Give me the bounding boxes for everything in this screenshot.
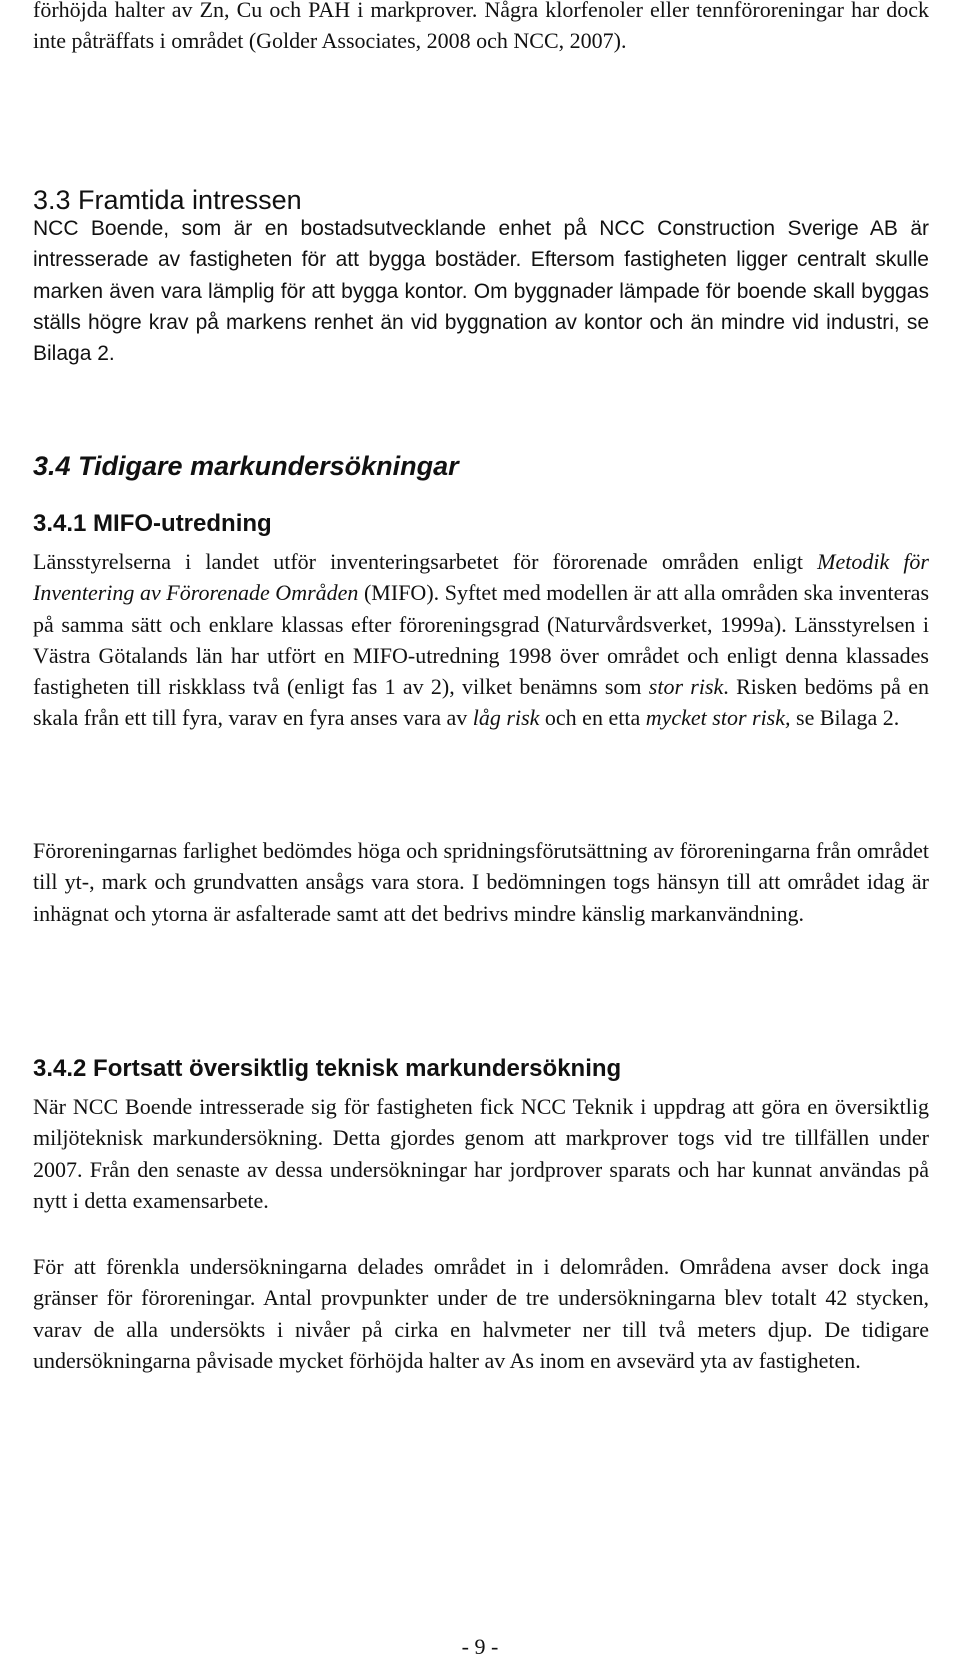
farlighet-paragraph: Föroreningarnas farlighet bedömdes höga och spridningsförutsättning av föroreningarna från området till yt-, mark och grundvatten ansågs vara stora. I bedömningen togs hänsyn till att området idag är inhägnat och ytorna är asfalterade samt att det bedrivs mindre känslig markanvändning. <box>33 838 929 926</box>
section-3-3-paragraph: NCC Boende, som är en bostadsutvecklande enhet på NCC Construction Sverige AB är intresserade av fastigheten för att bygga bostäder. Eftersom fastigheten ligger centralt skulle marken även vara lämplig för att bygga kontor. Om byggnader lämpade för boende skall byggas ställs högre krav på markens renhet än vid byggnation av kontor och än mindre vid industri, se Bilaga 2. <box>33 217 929 366</box>
mifo-mycket-stor-risk: mycket stor risk, <box>645 705 791 731</box>
section-3-4-1-heading: 3.4.1 MIFO-utredning <box>33 510 272 537</box>
section-3-3-heading: 3.3 Framtida intressen <box>33 185 302 215</box>
page-number: - 9 - <box>461 1634 499 1659</box>
mifo-method-name: Metodik för Inventering av Förorenade Områden <box>33 549 929 606</box>
delomraden-paragraph: För att förenkla undersökningarna delades området in i delområden. Områdena avser dock inga gränser för föroreningar. Antal provpunkter under de tre undersökningarna blev totalt 42 stycken, varav de alla undersökts i nivåer på cirka en halvmeter ner till två meters djup. De tidigare undersökningarna påvisade mycket förhöjda halter av As inom en avsevärd yta av fastigheten. <box>33 1254 929 1373</box>
mifo-paragraph <box>33 546 929 734</box>
intro-paragraph: förhöjda halter av Zn, Cu och PAH i markprover. Några klorfenoler eller tennföroreningar har dock inte påträffats i området (Golder Associates, 2008 och NCC, 2007). <box>33 0 929 54</box>
undersokning-paragraph: När NCC Boende intresserade sig för fastigheten fick NCC Teknik i uppdrag att göra en översiktlig miljöteknisk markundersökning. Detta gjordes genom att markprover togs vid tre tillfällen under 2007. Från den senaste av dessa undersökningar har jordprover sparats och har kunnat användas på nytt i detta examensarbete. <box>33 1094 929 1213</box>
section-3-4-2-heading: 3.4.2 Fortsatt översiktlig teknisk markundersökning <box>33 1055 622 1082</box>
mifo-lag-risk: låg risk <box>472 705 540 731</box>
section-3-4-heading: 3.4 Tidigare markundersökningar <box>33 451 459 481</box>
mifo-text-b: (MIFO). Syftet med modellen är att alla områden ska inventeras på samma sätt och enklare klassas efter föroreningsgrad (Naturvårdsverket, 1999a). Länsstyrelsen i Västra Götalands län har utfört en MIFO-utredning 1998 över området och enligt denna klassades fastigheten till riskklass två (enligt fas 1 av 2), vilket benämns som <box>33 580 930 700</box>
mifo-text-c: . Risken bedöms på en skala från ett till fyra, varav en fyra anses vara av <box>33 674 929 731</box>
mifo-stor-risk: stor risk <box>648 674 724 700</box>
mifo-text-a: Länsstyrelserna i landet utför inventeringsarbetet för förorenade områden enligt <box>33 549 818 574</box>
mifo-text-e: se Bilaga 2. <box>790 705 900 731</box>
mifo-text-d: och en etta <box>539 705 646 731</box>
